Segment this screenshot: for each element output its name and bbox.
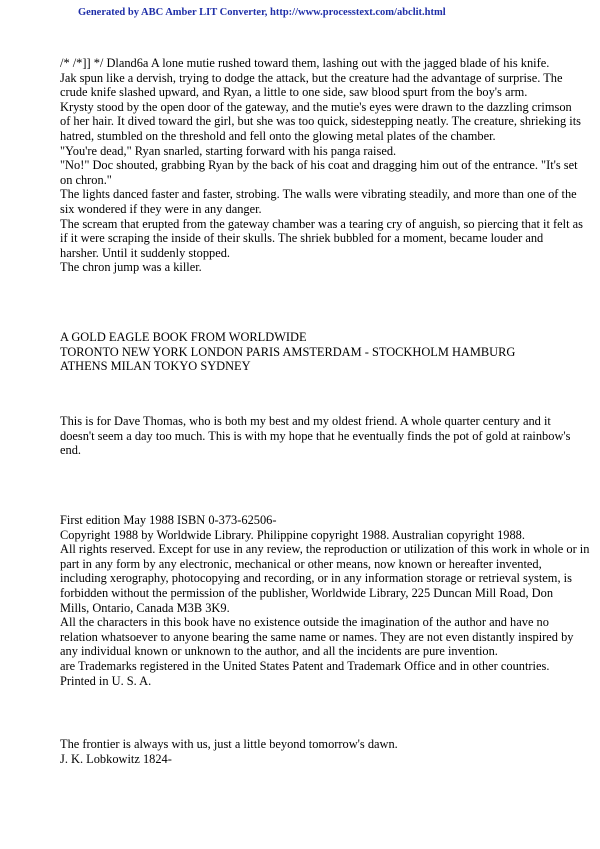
- text-line: end.: [60, 443, 81, 458]
- text-line: All the characters in this book have no existence outside the imagination of the author and have no: [60, 615, 549, 630]
- dedication-block: [60, 414, 571, 458]
- converter-notice: Generated by ABC Amber LIT Converter, http://www.processtext.com/abclit.html: [78, 7, 446, 18]
- text-line: forbidden without the permission of the publisher, Worldwide Library, 225 Duncan Mill Road, Don: [60, 585, 554, 600]
- text-line: relation whatsoever to anyone bearing the same name or names. They are not even distantly inspired by: [60, 629, 574, 644]
- text-line: The lights danced faster and faster, strobing. The walls were vibrating steadily, and more than one of the: [60, 187, 577, 202]
- text-line: Mills, Ontario, Canada M3B 3K9.: [60, 600, 230, 615]
- text-line: crude knife slashed upward, and Ryan, a little to one side, saw blood spurt from the boy's arm.: [60, 85, 528, 100]
- text-line: "You're dead," Ryan snarled, starting forward with his panga raised.: [60, 143, 397, 158]
- epigraph-quote: The frontier is always with us, just a little beyond tomorrow's dawn.: [60, 737, 398, 751]
- text-line: This is for Dave Thomas, who is both my best and my oldest friend. A whole quarter century and it: [60, 414, 551, 428]
- epigraph-block: [60, 737, 544, 766]
- text-line: part in any form by any electronic, mechanical or other means, now known or hereafter invented,: [60, 556, 542, 571]
- text-line: Printed in U. S. A.: [60, 673, 152, 688]
- text-line: ATHENS MILAN TOKYO SYDNEY: [60, 359, 251, 374]
- text-line: are Trademarks registered in the United States Patent and Trademark Office and in other countries.: [60, 658, 550, 673]
- text-line: TORONTO NEW YORK LONDON PARIS AMSTERDAM - STOCKHOLM HAMBURG: [60, 344, 516, 359]
- text-line: harsher. Until it suddenly stopped.: [60, 245, 231, 260]
- text-line: doesn't seem a day too much. This is with my hope that he eventually finds the pot of gold at rainbow's: [60, 428, 571, 443]
- text-line: hatred, stumbled on the threshold and fell onto the glowing metal plates of the chamber.: [60, 128, 496, 143]
- text-line: six wondered if they were in any danger.: [60, 201, 262, 216]
- text-line: /* /*]] */ Dland6a A lone mutie rushed toward them, lashing out with the jagged blade of his knife.: [60, 56, 550, 70]
- text-line: any individual known or unknown to the author, and all the incidents are pure invention.: [60, 644, 498, 659]
- text-line: "No!" Doc shouted, grabbing Ryan by the back of his coat and dragging him out of the entrance. "It's set: [60, 158, 578, 173]
- copyright-block: [60, 513, 590, 688]
- text-line: Krysty stood by the open door of the gateway, and the mutie's eyes were drawn to the dazzling crimson: [60, 99, 572, 114]
- text-line: Jak spun like a dervish, trying to dodge the attack, but the creature had the advantage of surprise. The: [60, 70, 563, 85]
- text-line: of her hair. It dived toward the girl, but she was too quick, sidestepping neatly. The creature, shrieking its: [60, 114, 581, 129]
- text-line: All rights reserved. Except for use in any review, the reproduction or utilization of this work in whole or in: [60, 542, 590, 557]
- text-line: if it were scraping the inside of their skulls. The shriek bubbled for a moment, became louder and: [60, 231, 544, 246]
- text-line: The scream that erupted from the gateway chamber was a tearing cry of anguish, so piercing that it felt as: [60, 216, 583, 231]
- story-text: [60, 56, 583, 275]
- text-line: The chron jump was a killer.: [60, 260, 202, 275]
- text-line: A GOLD EAGLE BOOK FROM WORLDWIDE: [60, 330, 307, 344]
- text-line: on chron.": [60, 172, 112, 187]
- text-line: First edition May 1988 ISBN 0-373-62506-: [60, 513, 277, 527]
- epigraph-attribution: J. K. Lobkowitz 1824-: [60, 751, 172, 766]
- text-line: Copyright 1988 by Worldwide Library. Philippine copyright 1988. Australian copyright 1988.: [60, 527, 525, 542]
- text-line: including xerography, photocopying and recording, or in any information storage or retrieval system, is: [60, 571, 572, 586]
- publisher-block: [60, 330, 544, 374]
